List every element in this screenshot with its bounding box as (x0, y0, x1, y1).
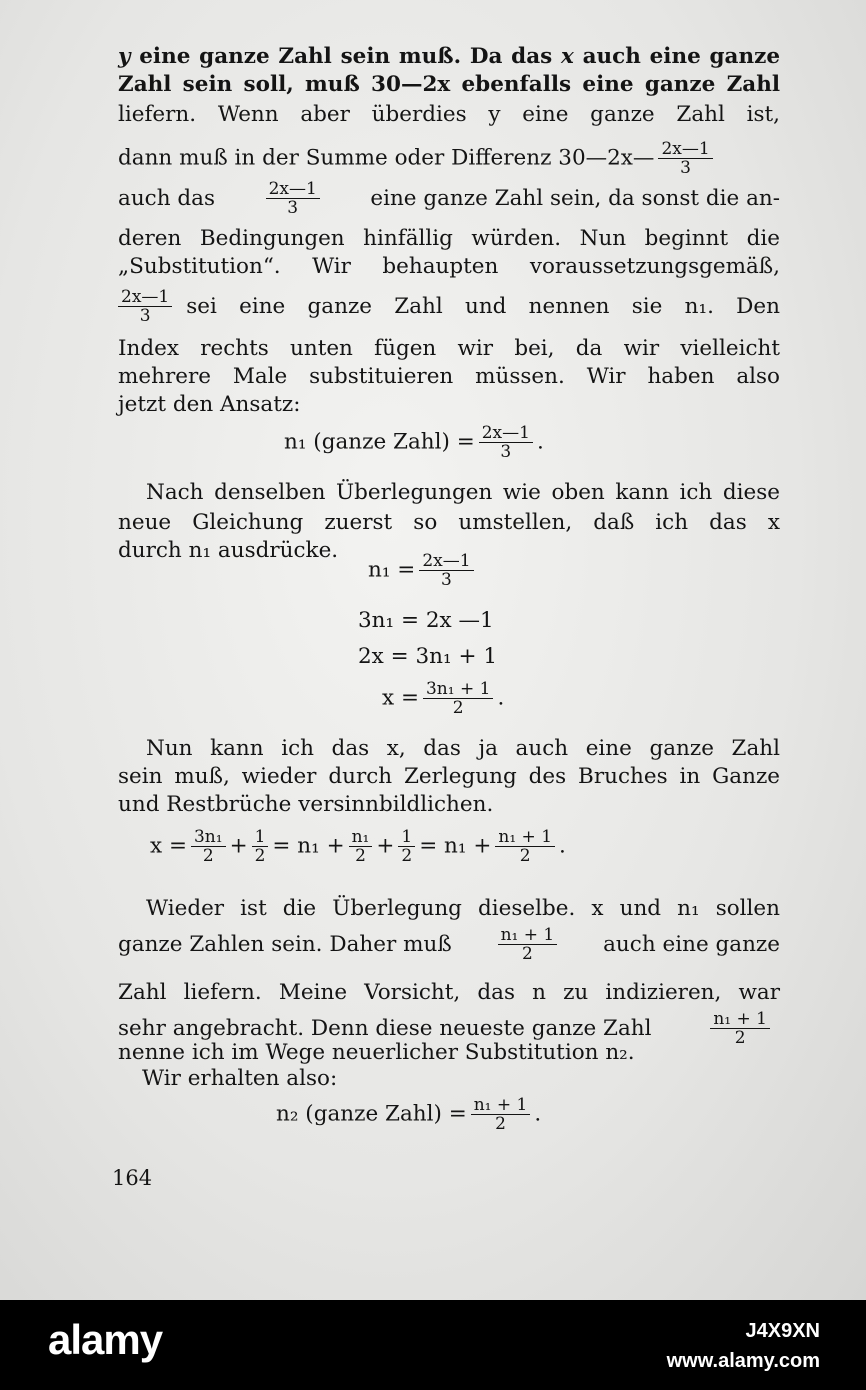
text-line-12: Nach denselben Überlegungen wie oben kann ich diese (146, 480, 780, 505)
text-line-10: mehrere Male substituieren müssen. Wir haben also (118, 364, 780, 389)
text-line-21: sehr angebracht. Denn diese neueste ganze Zahl $\frac{\text{n₁ + 1}}{2}$ (118, 1010, 780, 1047)
text-line-6: deren Bedingungen hinfällig würden. Nun beginnt die (118, 226, 780, 251)
text-line-22: nenne ich im Wege neuerlicher Substitution n₂. (118, 1040, 635, 1065)
text-line-5: auch das $\frac{2x—1}{3}$ eine ganze Zahl sein, da sonst die an- (118, 179, 780, 218)
text-line-14: durch n₁ ausdrücke. (118, 538, 339, 563)
text-line-9: Index rechts unten fügen wir bei, da wir vielleicht (118, 336, 780, 361)
fraction: $\frac{\text{n₁}}{2}$ (349, 828, 373, 865)
equation-n2: n₂ (ganze Zahl) = $\frac{\text{n₁ + 1}}{2}$ . (276, 1095, 542, 1134)
fraction: $\frac{2x—1}{3}$ (118, 288, 172, 325)
text-line-20: Zahl liefern. Meine Vorsicht, das n zu indizieren, war (118, 980, 780, 1005)
system-eq-3: 2x = 3n₁ + 1 (358, 644, 497, 669)
brand-logo: alamy (48, 1316, 163, 1363)
text-line-17: und Restbrüche versinnbildlichen. (118, 792, 494, 817)
text-line-16: sein muß, wieder durch Zerlegung des Bruches in Ganze (118, 764, 780, 789)
fraction: $\frac{1}{2}$ (252, 828, 269, 865)
fraction: $\frac{2x—1}{3}$ (479, 424, 533, 461)
text-line-8: $\frac{2x—1}{3}$ sei eine ganze Zahl und nennen sie n₁. Den (118, 288, 780, 325)
fraction: $\frac{\text{n₁ + 1}}{2}$ (498, 926, 558, 963)
text-line-15: Nun kann ich das x, das ja auch eine ganze Zahl (146, 736, 780, 761)
stock-id: J4X9XN (745, 1320, 820, 1342)
text-line-7: „Substitution“. Wir behaupten voraussetzungsgemäß, (118, 254, 780, 279)
site-url: www.alamy.com (666, 1350, 820, 1372)
equation-decomposition: x = $\frac{\text{3n₁}}{2}$ + $\frac{1}{2}$ = n₁ + $\frac{\text{n₁}}{2}$ + $\frac{1}{2}$ = n₁ + $\frac{\text{n₁ + 1}}{2}$ . (150, 827, 566, 866)
fraction: $\frac{\text{3n₁ + 1}}{2}$ (423, 680, 493, 717)
text-line-2: Zahl sein soll, muß 30—2x ebenfalls eine ganze Zahl (118, 72, 780, 97)
text-line-13: neue Gleichung zuerst so umstellen, daß ich das x (118, 510, 780, 535)
fraction: $\frac{1}{2}$ (398, 828, 415, 865)
fraction: $\frac{\text{n₁ + 1}}{2}$ (495, 828, 555, 865)
page-number: 164 (112, 1166, 153, 1190)
text-line-19: ganze Zahlen sein. Daher muß $\frac{\text{n₁ + 1}}{2}$ auch eine ganze (118, 925, 780, 964)
text-line-18: Wieder ist die Überlegung dieselbe. x und n₁ sollen (146, 896, 780, 921)
text-line-23: Wir erhalten also: (142, 1066, 338, 1091)
equation-ansatz: n₁ (ganze Zahl) = $\frac{2x—1}{3}$ . (284, 423, 544, 462)
system-eq-1: n₁ = $\frac{2x—1}{3}$ (368, 552, 478, 589)
fraction: $\frac{2x—1}{3}$ (658, 140, 712, 177)
fraction: $\frac{\text{n₁ + 1}}{2}$ (471, 1096, 531, 1133)
fraction: $\frac{\text{3n₁}}{2}$ (191, 828, 226, 865)
watermark-bar (0, 1300, 866, 1390)
text-line-4: dann muß in der Summe oder Differenz 30—2x— $\frac{2x—1}{3}$ (118, 140, 780, 177)
text-line-3: liefern. Wenn aber überdies y eine ganze Zahl ist, (118, 102, 780, 127)
system-eq-2: 3n₁ = 2x —1 (358, 608, 494, 633)
text-line-11: jetzt den Ansatz: (118, 392, 301, 417)
fraction: $\frac{2x—1}{3}$ (266, 180, 320, 217)
text-line-1: y eine ganze Zahl sein muß. Da das x auch eine ganze (118, 44, 781, 69)
fraction: $\frac{\text{n₁ + 1}}{2}$ (710, 1010, 770, 1047)
fraction: $\frac{2x—1}{3}$ (419, 552, 473, 589)
system-eq-4: x = $\frac{\text{3n₁ + 1}}{2}$ . (382, 679, 505, 718)
